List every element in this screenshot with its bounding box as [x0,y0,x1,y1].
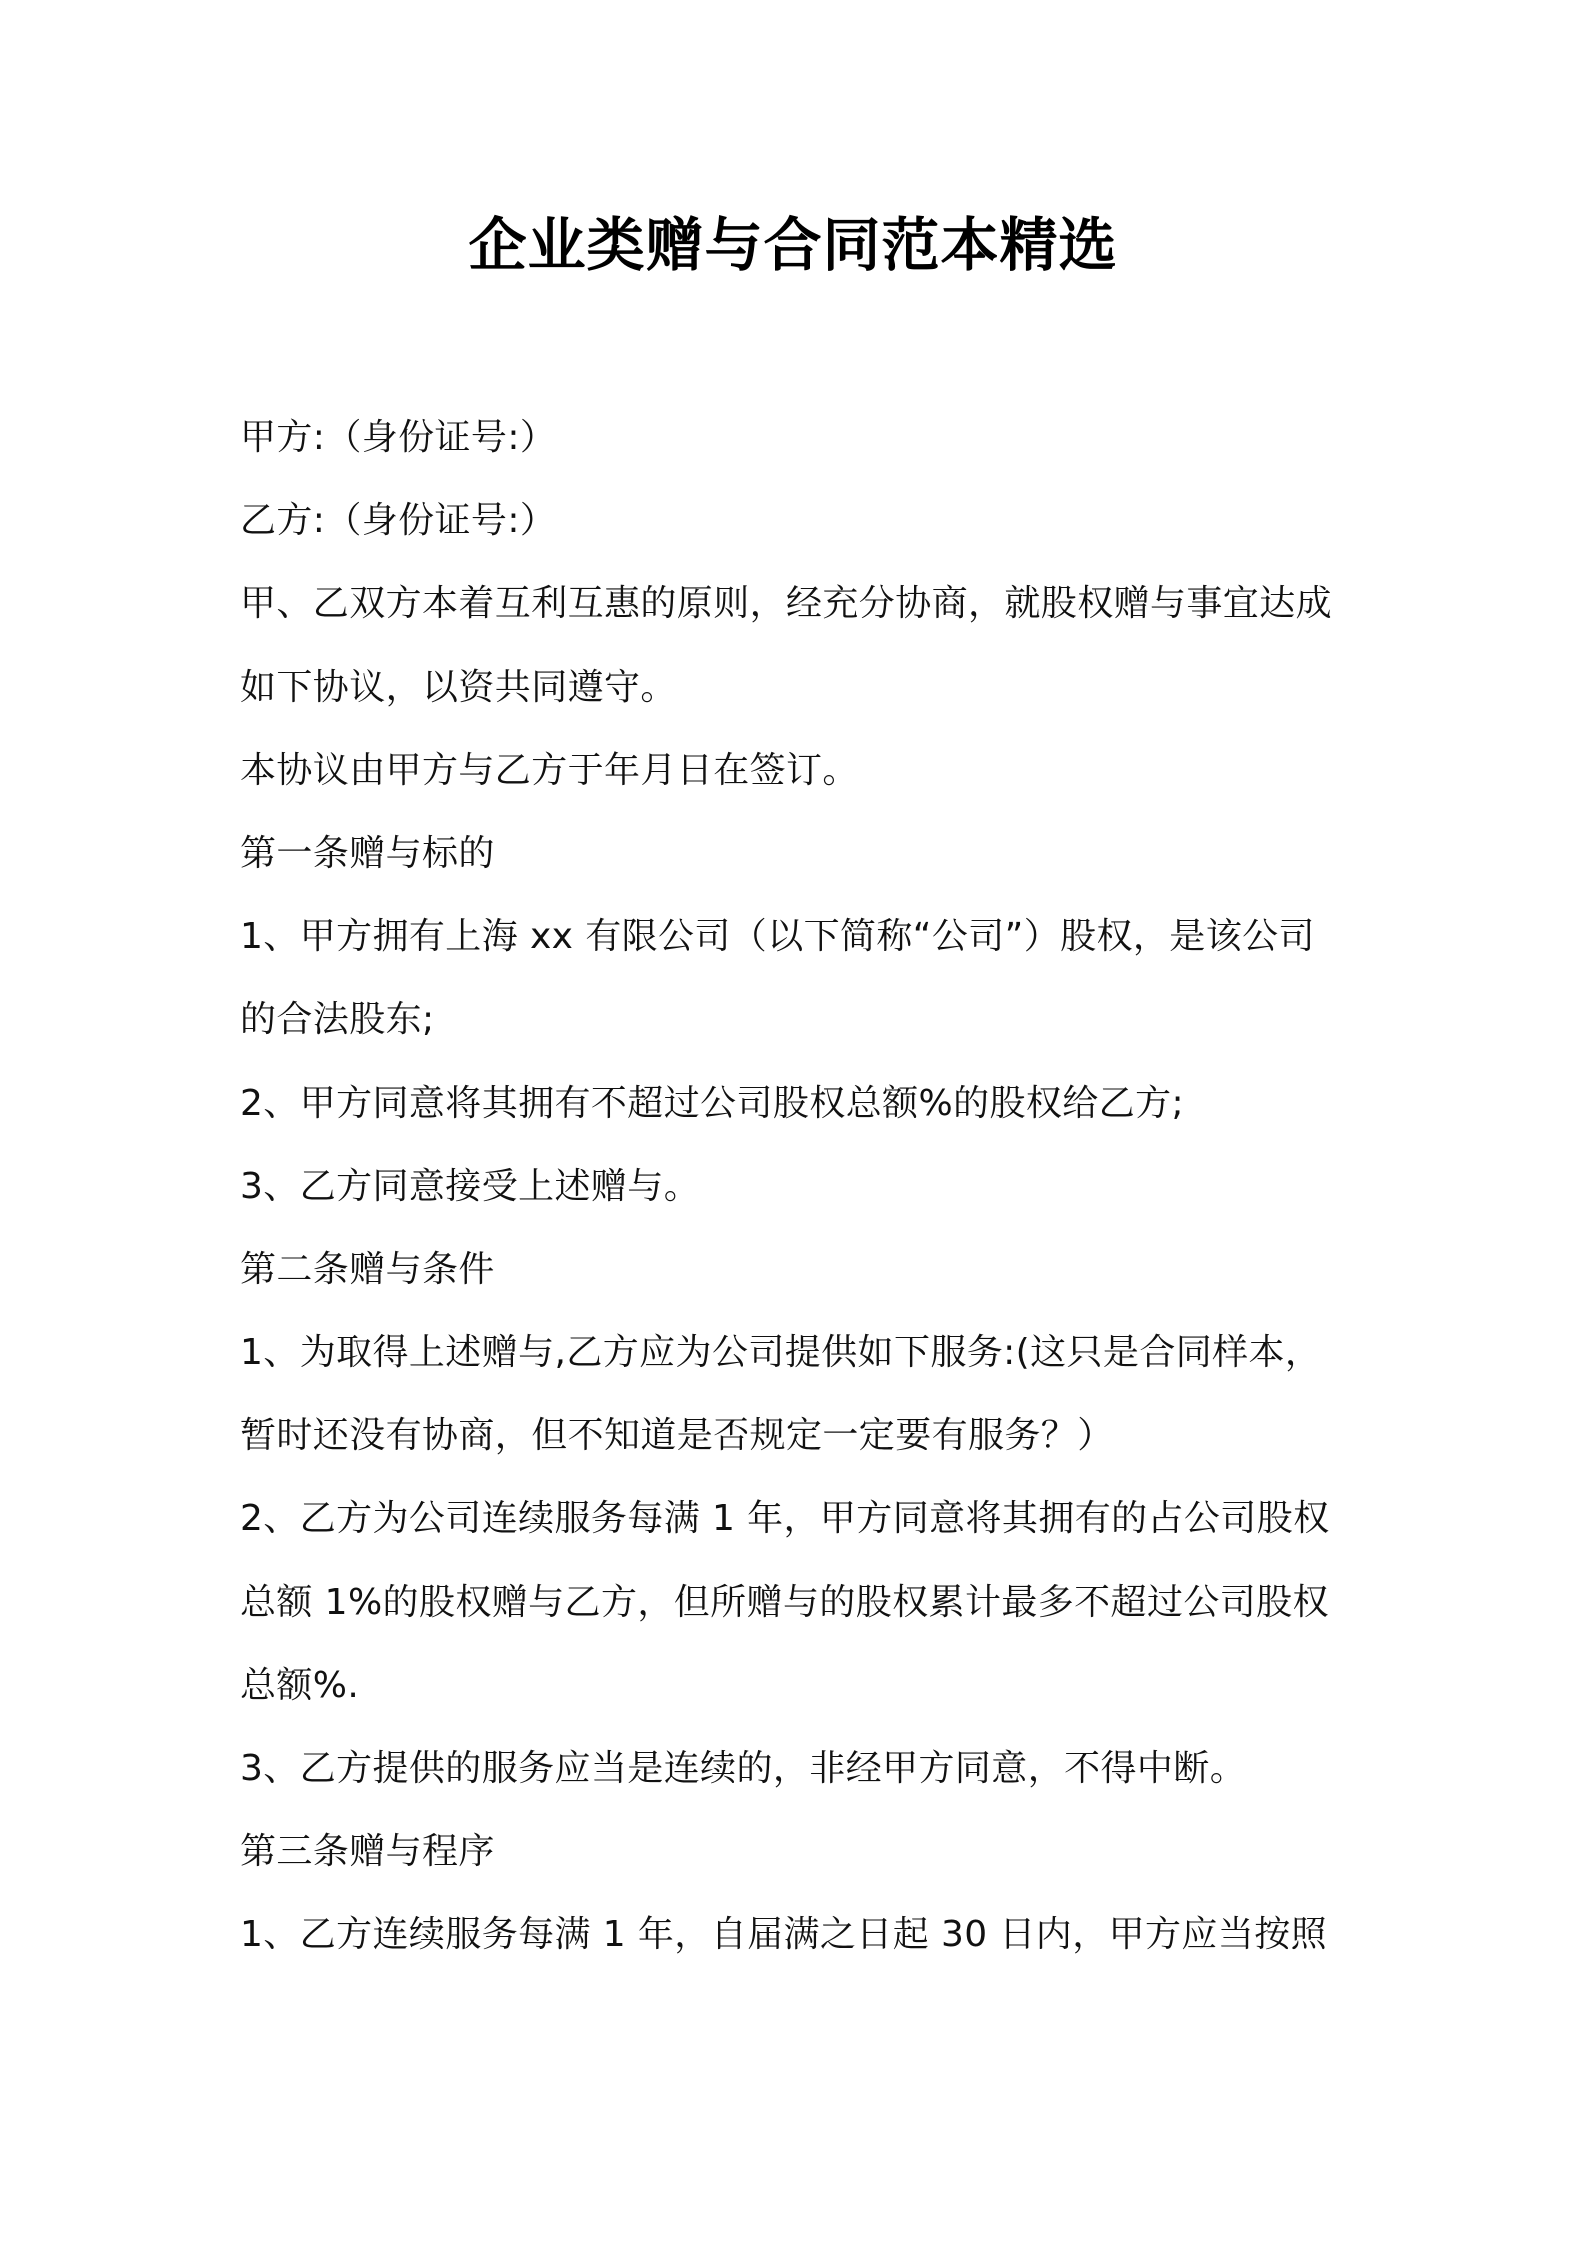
preamble-line-2: 如下协议，以资共同遵守。 [240,666,677,708]
article-2-clause-1-line-1: 1、为取得上述赠与,乙方应为公司提供如下服务:(这只是合同样本， [240,1332,1322,1374]
article-1-clause-1-line-2: 的合法股东; [240,999,435,1041]
article-2-clause-2-line-2: 总额 1%的股权赠与乙方，但所赠与的股权累计最多不超过公司股权 [240,1581,1329,1623]
article-3-clause-1-line-1: 1、乙方连续服务每满 1 年，自届满之日起 30 日内，甲方应当按照 [240,1914,1327,1956]
document-title: 企业类赠与合同范本精选 [468,211,1118,279]
article-3-heading: 第三条赠与程序 [240,1831,495,1873]
article-2-clause-1-line-2: 暂时还没有协商，但不知道是否规定一定要有服务？） [240,1415,1114,1457]
article-2-clause-2-line-1: 2、乙方为公司连续服务每满 1 年，甲方同意将其拥有的占公司股权 [240,1498,1330,1540]
article-1-clause-1-line-1: 1、甲方拥有上海 xx 有限公司（以下简称“公司”）股权，是该公司 [240,916,1315,958]
article-2-heading: 第二条赠与条件 [240,1248,495,1290]
article-1-clause-2: 2、甲方同意将其拥有不超过公司股权总额%的股权给乙方; [240,1082,1185,1124]
article-1-clause-3: 3、乙方同意接受上述赠与。 [240,1165,701,1207]
party-a-line: 甲方:（身份证号:） [240,417,557,458]
party-b-line: 乙方:（身份证号:） [240,500,557,542]
article-2-clause-3: 3、乙方提供的服务应当是连续的，非经甲方同意，不得中断。 [240,1748,1247,1789]
signing-line: 本协议由甲方与乙方于年月日在签订。 [240,749,859,791]
document-body [240,396,1360,1977]
article-2-clause-2-line-3: 总额%. [240,1664,360,1706]
preamble-line-1: 甲、乙双方本着互利互惠的原则，经充分协商，就股权赠与事宜达成 [240,583,1333,625]
article-1-heading: 第一条赠与标的 [240,832,495,874]
